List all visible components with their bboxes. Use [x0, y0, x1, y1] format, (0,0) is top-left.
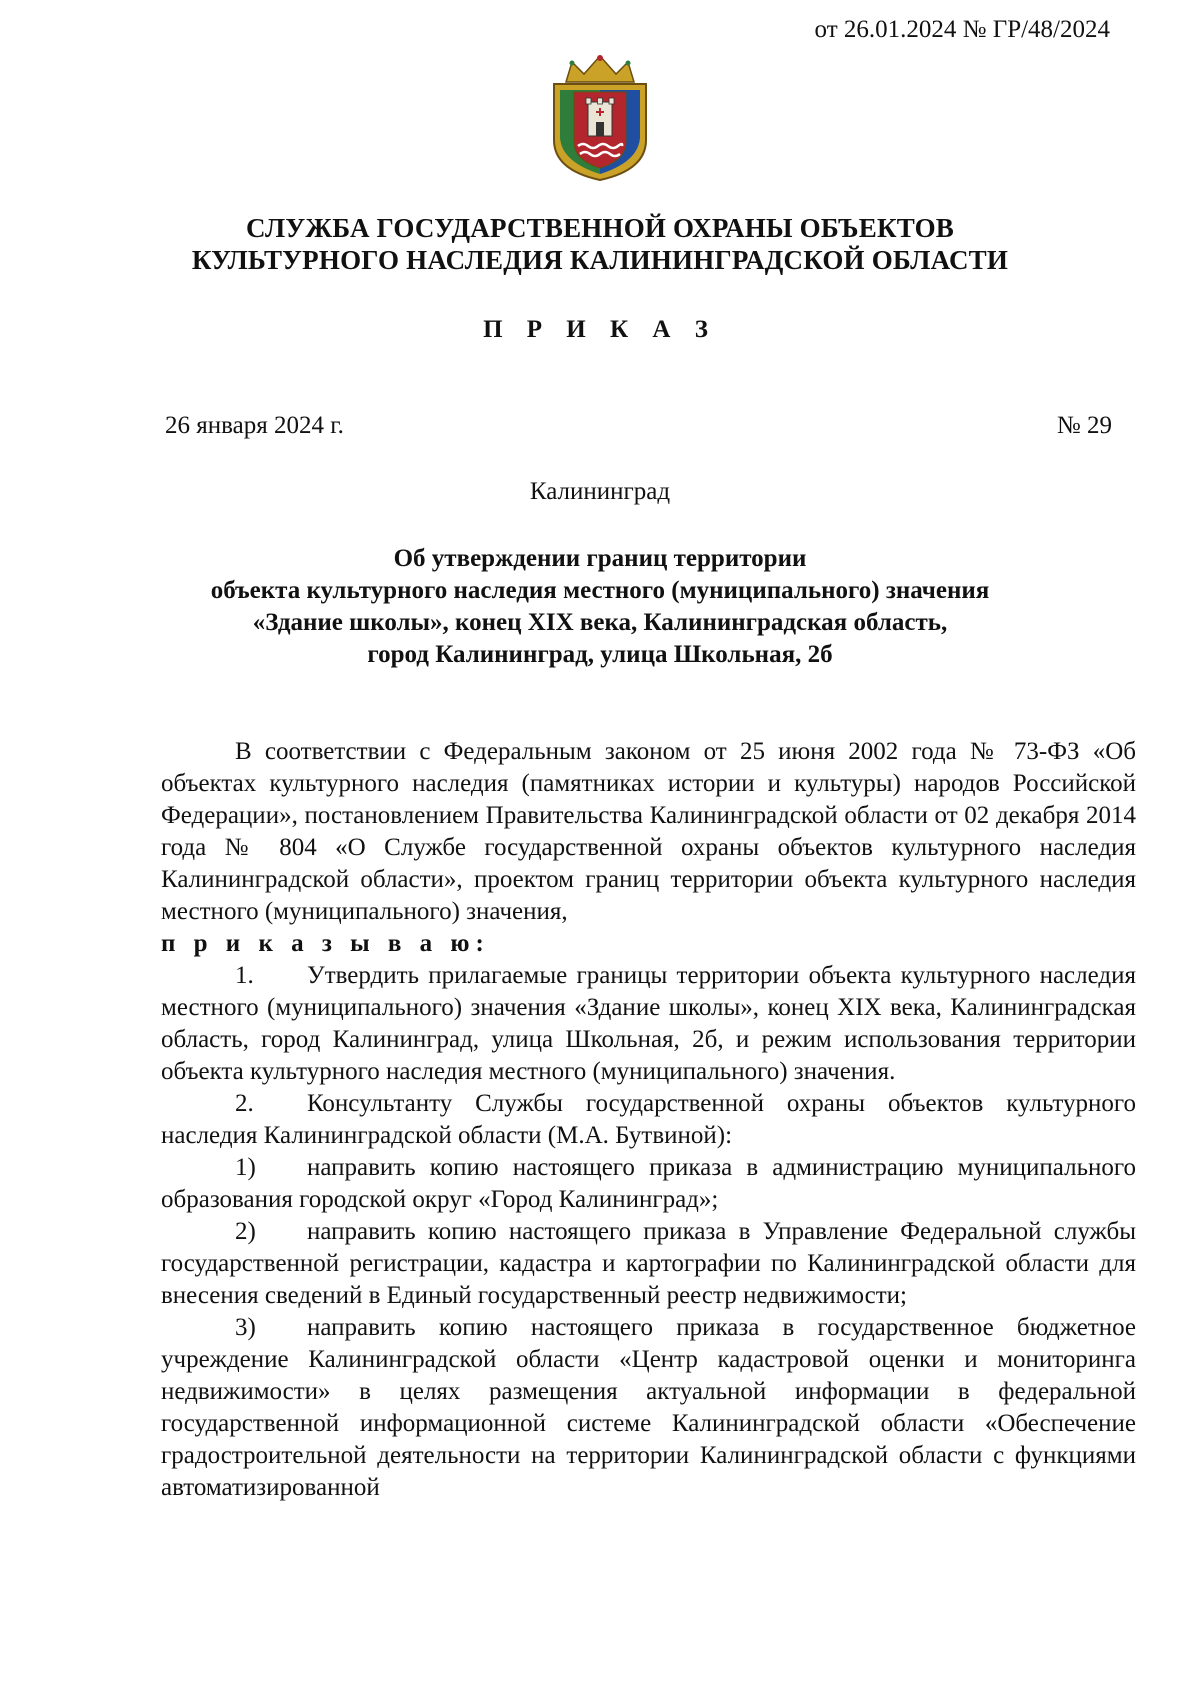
- item-1-label: 1.: [235, 962, 254, 989]
- subject-line-4: город Калининград, улица Школьная, 2б: [367, 641, 833, 668]
- coat-of-arms-icon: [544, 52, 656, 182]
- subitem-2-label: 2): [235, 1218, 256, 1245]
- document-number: № 29: [1056, 412, 1112, 439]
- subject-line-3: «Здание школы», конец XIX века, Калининградская область,: [252, 609, 948, 636]
- document-city: Калининград: [529, 478, 671, 505]
- subitem-2-text: направить копию настоящего приказа в Управление Федеральной службы государственной регистрации, кадастра и картографии по Калининградской области для внесения сведений в Единый государственный реестр недвижимости;: [161, 1218, 1136, 1309]
- subitem-1: [161, 1152, 1136, 1216]
- org-line-1: СЛУЖБА ГОСУДАРСТВЕННОЙ ОХРАНЫ ОБЪЕКТОВ: [246, 213, 954, 243]
- subject-line-1: Об утверждении границ территории: [393, 545, 807, 572]
- preamble: В соответствии с Федеральным законом от 25 июня 2002 года № 73-ФЗ «Об объектах культурного наследия (памятниках истории и культуры) народов Российской Федерации», постановлением Правительства Калининградской области от 02 декабря 2014 года № 804 «О Службе государственной охраны объектов культурного наследия Калининградской области», проектом границ территории объекта культурного наследия местного (муниципального) значения,: [161, 738, 1136, 925]
- document-date: 26 января 2024 г.: [165, 412, 344, 439]
- organization-name: [0, 212, 1200, 276]
- item-1: [161, 960, 1136, 1088]
- subject-line-2: объекта культурного наследия местного (муниципального) значения: [210, 577, 990, 604]
- subitem-1-text: направить копию настоящего приказа в администрацию муниципального образования городской округ «Город Калининград»;: [161, 1154, 1136, 1213]
- order-phrase: [161, 928, 1136, 960]
- subitem-3: [161, 1312, 1136, 1504]
- subitem-3-label: 3): [235, 1314, 256, 1341]
- item-2-text: Консультанту Службы государственной охраны объектов культурного наследия Калининградской области (М.А. Бутвиной):: [161, 1090, 1136, 1149]
- subitem-3-text: направить копию настоящего приказа в государственное бюджетное учреждение Калининградской области «Центр кадастровой оценки и мониторинга недвижимости» в целях размещения актуальной информации в федеральной государственной информационной системе Калининградской области «Обеспечение градостроительной деятельности на территории Калининградской области с функциями автоматизированной: [161, 1314, 1136, 1501]
- document-subject: [0, 543, 1200, 671]
- item-2-label: 2.: [235, 1090, 254, 1117]
- document-type: П Р И К А З: [483, 316, 717, 343]
- org-line-2: КУЛЬТУРНОГО НАСЛЕДИЯ КАЛИНИНГРАДСКОЙ ОБЛАСТИ: [191, 245, 1009, 275]
- registration-stamp: от 26.01.2024 № ГР/48/2024: [814, 16, 1110, 43]
- subitem-1-label: 1): [235, 1154, 256, 1181]
- document-body: [161, 736, 1136, 1504]
- order-phrase-text: п р и к а з ы в а ю:: [161, 930, 490, 957]
- item-2: [161, 1088, 1136, 1152]
- subitem-2: [161, 1216, 1136, 1312]
- item-1-text: Утвердить прилагаемые границы территории объекта культурного наследия местного (муниципального) значения «Здание школы», конец XIX века, Калининградская область, город Калининград, улица Школьная, 2б, и режим использования территории объекта культурного наследия местного (муниципального) значения.: [161, 962, 1136, 1085]
